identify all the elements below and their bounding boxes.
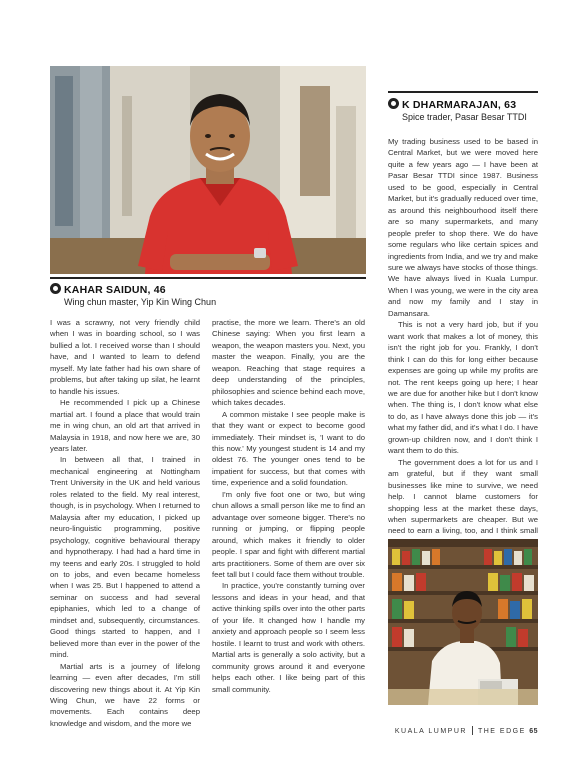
photo-dharmarajan-illustration <box>388 539 538 705</box>
photo-k-dharmarajan <box>388 539 538 705</box>
paragraph: In practice, you're constantly turning over lessons and ideas in your head, and that active thinking spills over into the other parts of your life. It changed how I handle my anxiety and approach people so I seem less hostile. I learnt to trust and work with others. Martial arts is generally a solo activity, but a community grows around it and everyone helps each other. I like being part of this small community. <box>212 581 365 694</box>
byline-kahar <box>50 283 166 296</box>
rule-kahar <box>50 277 366 279</box>
byline-dharmarajan <box>388 98 516 111</box>
name-dharmarajan: K DHARMARAJAN, 63 <box>402 99 517 111</box>
paragraph: This is not a very hard job, but if you want work that makes a lot of money, this isn't the right job for you. Frankly, I don't think I can do this for long either because expenses are going up while my profits are not. The rent keeps going up here; I hear we are due for another hike but I don't know when. The thing is, I don't know what else to do, as I have always done this job — it's what my father did, and it's what I do. I have grown-up children now, and I don't think I want them to do this. <box>388 320 538 456</box>
paragraph: Martial arts is a journey of lifelong learning — even after decades, I'm still discovering new things about it. At Yip Kin Wing Chun, we have 22 forms or movements. Each contains deep knowledge and wisdom, and the more we <box>50 661 200 728</box>
paragraph: practise, the more we learn. There's an old Chinese saying: When you first learn a weapon, the weapon masters you. Next, you master the weapon. Finally, you are the weapon. Reaching that stage requires a deep understanding of the principles, philosophies and science behind each move, which takes decades. <box>212 318 365 408</box>
footer-divider <box>472 726 473 735</box>
paragraph: A common mistake I see people make is that they want or expect to become good immediately. Their mindset is, 'I want to do this now.' My youngest student is 14 and my oldest 76. The younger ones tend to be impatient for success, but that comes with time, experience and a solid foundation. <box>212 409 365 488</box>
paragraph: In between all that, I trained in mechanical engineering at Nottingham Trent University in the UK and held various roles related to the field. My real interest, though, is in psychology. When I returned to Malaysia after my education, I picked up neuro-linguistic programming, positive psychology, cognitive behavioural therapy and hypnotherapy. I had had a hard time in my teens and early 20s. I struggled to hold on to jobs, and even became homeless when I was 25. But I happened to attend a seminar on success and had several epiphanies, which led to a change of mindset and, subsequently, circumstances. Good things started to happen, and I believed more than ever in the power of the mind. <box>50 455 200 660</box>
rule-dharmarajan <box>388 91 538 93</box>
footer-publication: THE EDGE <box>477 728 526 735</box>
paragraph: I was a scrawny, not very friendly child when I was in boarding school, so I was bullied a lot. I received worse than I should have, and I wanted to learn to defend myself. My late father had his own share of problems, but after taking up silat, he learnt to handle his issues. <box>50 318 200 396</box>
role-kahar: Wing chun master, Yip Kin Wing Chun <box>64 297 217 307</box>
page-footer <box>300 726 538 735</box>
photo-kahar-saidun <box>50 66 366 274</box>
paragraph: My trading business used to be based in Central Market, but we were moved here quite a few years ago — I have been at Pasar Besar TTDI since 1987. Business used to be good, especially in Central Market, but it's gradually reduced over time, as around this neighbourhood itself there are so many supermarkets, and many people prefer to shop there. We do have some regulars who like certain spices and ingredients from India, and we try and make sure we always have stocks of those things. We have always lived in Kuala Lumpur. When I was young, we were in the city area and now my family and I stay in Damansara. <box>388 137 538 318</box>
bullet-circle-icon <box>50 283 61 294</box>
paragraph: He recommended I pick up a Chinese martial art. I found a place that would train me in wing chun, an old art that arrived in Malaysia in 1918, and now here we are, 30 years later. <box>50 398 200 453</box>
article-kahar-column-1 <box>50 317 200 729</box>
bullet-circle-icon <box>388 98 399 109</box>
paragraph: The government does a lot for us and I am grateful, but if they want small businesses like mine to survive, we need help. I cannot blame customers for shopping less at the market these days, when supermarkets are cheaper. But we need to earn a living, too, and I think small <box>388 457 538 536</box>
photo-kahar-illustration <box>50 66 366 274</box>
article-dharmarajan-column <box>388 136 538 560</box>
footer-section: KUALA LUMPUR <box>394 728 467 735</box>
page-number: 65 <box>529 728 538 735</box>
name-kahar: KAHAR SAIDUN, 46 <box>64 284 166 296</box>
paragraph: I'm only five foot one or two, but wing chun allows a small person like me to find an advantage over someone bigger. There's no running or jumping, or flipping people around, which makes it friendly to older people. I spar and fight with different martial arts practitioners. Some of them are over six feet tall but I could face them without trouble. <box>212 489 365 579</box>
article-kahar-column-2 <box>212 317 365 695</box>
role-dharmarajan: Spice trader, Pasar Besar TTDI <box>402 112 527 122</box>
